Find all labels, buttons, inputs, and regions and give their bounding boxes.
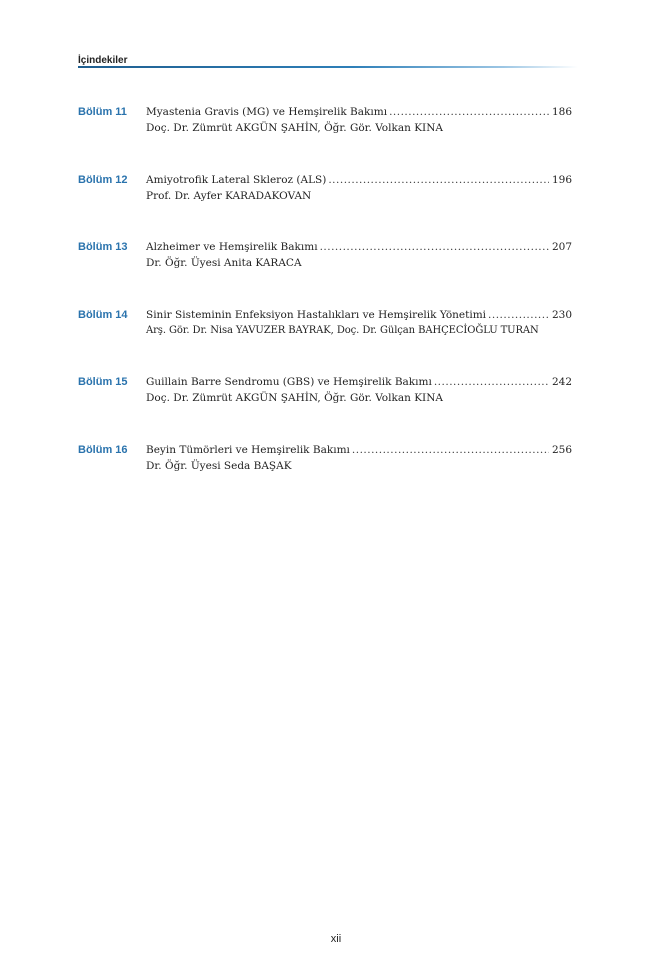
toc-entry[interactable] bbox=[78, 308, 572, 344]
chapter-page-number: 230 bbox=[551, 309, 572, 321]
chapter-title[interactable]: Alzheimer ve Hemşirelik Bakımı bbox=[146, 241, 318, 253]
header-rule bbox=[78, 66, 578, 68]
chapter-page-number: 207 bbox=[551, 241, 572, 253]
dot-leader bbox=[328, 173, 549, 187]
chapter-title[interactable]: Beyin Tümörleri ve Hemşirelik Bakımı bbox=[146, 444, 350, 456]
chapter-page-number: 256 bbox=[551, 444, 572, 456]
chapter-number: Bölüm 11 bbox=[78, 106, 127, 118]
chapter-number: Bölüm 13 bbox=[78, 241, 128, 253]
chapter-authors: Dr. Öğr. Üyesi Anita KARACA bbox=[146, 257, 302, 269]
dot-leader bbox=[320, 240, 549, 254]
dot-leader bbox=[488, 308, 549, 322]
chapter-authors: Arş. Gör. Dr. Nisa YAVUZER BAYRAK, Doç. Dr. Gülçan BAHÇECİOĞLU TURAN bbox=[146, 325, 539, 336]
chapter-page-number: 186 bbox=[551, 106, 572, 118]
toc-entry[interactable] bbox=[78, 173, 572, 209]
chapter-title[interactable]: Guillain Barre Sendromu (GBS) ve Hemşirelik Bakımı bbox=[146, 376, 432, 388]
chapter-number: Bölüm 15 bbox=[78, 376, 128, 388]
chapter-authors: Dr. Öğr. Üyesi Seda BAŞAK bbox=[146, 460, 292, 472]
toc-entry[interactable] bbox=[78, 105, 572, 141]
dot-leader bbox=[352, 443, 549, 457]
chapter-authors: Doç. Dr. Zümrüt AKGÜN ŞAHİN, Öğr. Gör. Volkan KINA bbox=[146, 122, 443, 134]
dot-leader bbox=[389, 105, 549, 119]
chapter-number: Bölüm 14 bbox=[78, 309, 128, 321]
toc-entry[interactable] bbox=[78, 375, 572, 411]
toc-entry[interactable] bbox=[78, 240, 572, 276]
chapter-title[interactable]: Amiyotrofik Lateral Skleroz (ALS) bbox=[146, 174, 327, 186]
chapter-number: Bölüm 16 bbox=[78, 444, 128, 456]
page-number-footer: xii bbox=[330, 933, 342, 945]
chapter-authors: Prof. Dr. Ayfer KARADAKOVAN bbox=[146, 190, 312, 202]
chapter-number: Bölüm 12 bbox=[78, 174, 128, 186]
chapter-title[interactable]: Myastenia Gravis (MG) ve Hemşirelik Bakımı bbox=[146, 106, 388, 118]
chapter-page-number: 196 bbox=[551, 174, 572, 186]
dot-leader bbox=[434, 375, 549, 389]
chapter-authors: Doç. Dr. Zümrüt AKGÜN ŞAHİN, Öğr. Gör. Volkan KINA bbox=[146, 392, 443, 404]
toc-entry[interactable] bbox=[78, 443, 572, 479]
page-header-title: İçindekiler bbox=[78, 55, 128, 66]
chapter-title[interactable]: Sinir Sisteminin Enfeksiyon Hastalıkları ve Hemşirelik Yönetimi bbox=[146, 309, 487, 321]
chapter-page-number: 242 bbox=[551, 376, 572, 388]
